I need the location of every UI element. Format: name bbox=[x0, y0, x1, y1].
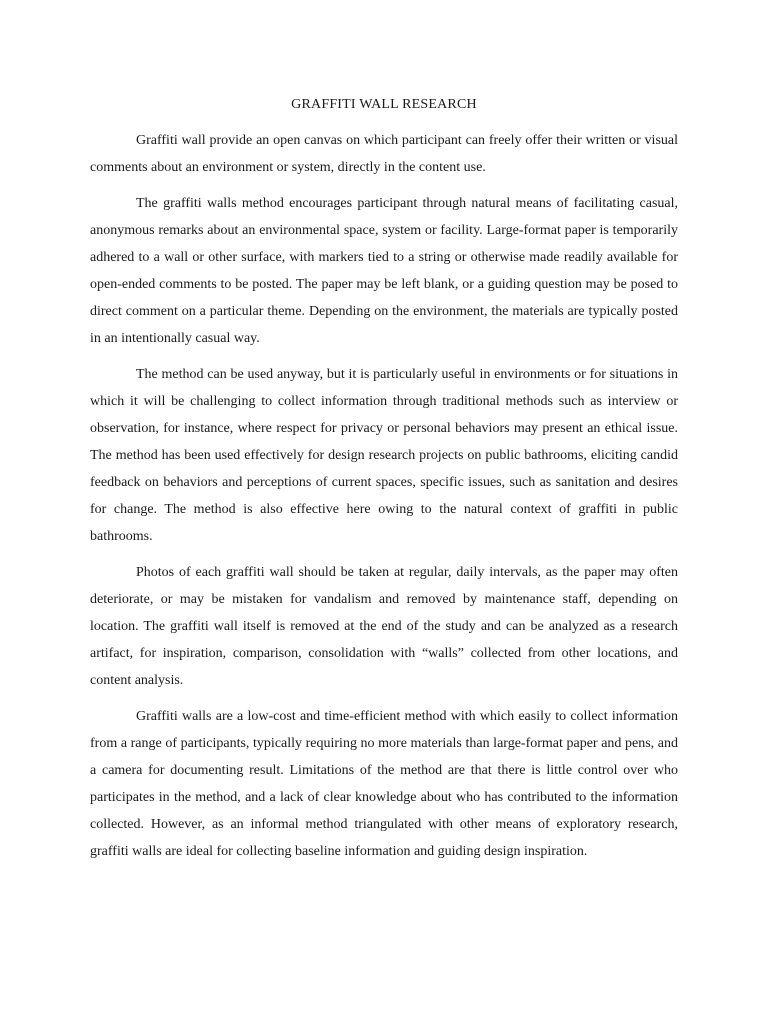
document-title: GRAFFITI WALL RESEARCH bbox=[291, 97, 477, 112]
paragraph-photos: Photos of each graffiti wall should be taken at regular, daily intervals, as the paper may often deteriorate, or may be mistaken for vandalism and removed by maintenance staff, depending on location. The graffiti wall itself is removed at the end of the study and can be analyzed as a research artifact, for inspiration, comparison, consolidation with “walls” collected from other locations, and content analysis. bbox=[90, 565, 678, 688]
paragraph-intro: Graffiti wall provide an open canvas on which participant can freely offer their written or visual comments about an environment or system, directly in the content use. bbox=[90, 133, 678, 175]
paragraph-limitations: Graffiti walls are a low-cost and time-efficient method with which easily to collect information from a range of participants, typically requiring no more materials than large-format paper and pens, and a camera for documenting result. Limitations of the method are that there is little control over who participates in the method, and a lack of clear knowledge about who has contributed to the information collected. However, as an informal method triangulated with other means of exploratory research, graffiti walls are ideal for collecting baseline information and guiding design inspiration. bbox=[90, 709, 678, 859]
document-body bbox=[90, 91, 678, 874]
paragraph-usage: The method can be used anyway, but it is particularly useful in environments or for situations in which it will be challenging to collect information through traditional methods such as interview or observation, for instance, where respect for privacy or personal behaviors may present an ethical issue. The method has been used effectively for design research projects on public bathrooms, eliciting candid feedback on behaviors and perceptions of current spaces, specific issues, such as sanitation and desires for change. The method is also effective here owing to the natural context of graffiti in public bathrooms. bbox=[90, 367, 678, 544]
paragraph-method: The graffiti walls method encourages participant through natural means of facilitating casual, anonymous remarks about an environmental space, system or facility. Large-format paper is temporarily adhered to a wall or other surface, with markers tied to a string or otherwise made readily available for open-ended comments to be posted. The paper may be left blank, or a guiding question may be posed to direct comment on a particular theme. Depending on the environment, the materials are typically posted in an intentionally casual way. bbox=[90, 196, 678, 346]
